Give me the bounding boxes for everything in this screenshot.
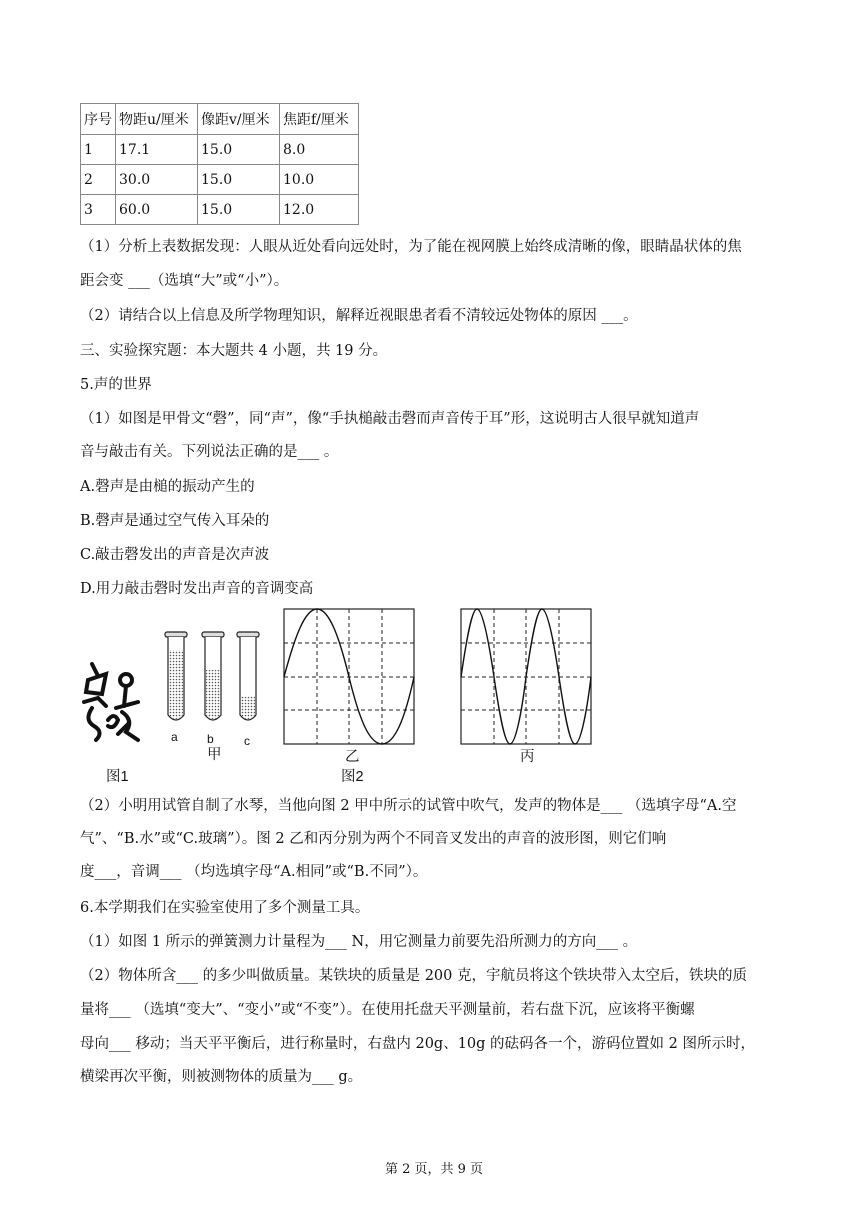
option-a: A.磬声是由槌的振动产生的: [80, 479, 255, 495]
q5-title: 5.声的世界: [80, 377, 152, 393]
table-cell: 8.0: [280, 135, 359, 165]
figure-caption-2: 图2: [341, 769, 364, 785]
table-row: [81, 135, 359, 165]
lens-data-table: [80, 103, 359, 225]
tube-label-a: a: [171, 730, 178, 744]
figure-label-jia: 甲: [207, 747, 222, 763]
option-c: C.敲击磬发出的声音是次声波: [80, 547, 270, 563]
table-cell: 12.0: [280, 195, 359, 225]
figure-label-yi: 乙: [345, 749, 360, 765]
tube-label-c: c: [244, 734, 250, 748]
q6-title: 6.本学期我们在实验室使用了多个测量工具。: [80, 900, 370, 916]
q4-part1-line1: （1）分析上表数据发现：人眼从近处看向远处时，为了能在视网膜上始终成清晰的像，眼睛晶状体的焦: [80, 239, 742, 255]
table-cell: 10.0: [280, 165, 359, 195]
oracle-bone-character-image: [78, 650, 153, 750]
q5-part1-line2: 音与敲击有关。下列说法正确的是___ 。: [80, 444, 339, 460]
table-header-cell: 像距v/厘米: [198, 104, 280, 135]
section-3-heading: 三、实验探究题：本大题共 4 小题，共 19 分。: [80, 343, 388, 359]
table-row: [81, 165, 359, 195]
page-footer: 第 2 页，共 9 页: [384, 1162, 484, 1177]
q6-part2-line4: 横梁再次平衡，则被测物体的质量为___ g。: [80, 1069, 363, 1085]
table-cell: 15.0: [198, 195, 280, 225]
table-cell: 60.0: [116, 195, 198, 225]
table-cell: 2: [81, 165, 116, 195]
table-cell: 1: [81, 135, 116, 165]
q6-part2-line1: （2）物体所含___ 的多少叫做质量。某铁块的质量是 200 克，宇航员将这个铁块带入太空后，铁块的质: [80, 968, 747, 984]
table-row: [81, 195, 359, 225]
waveform-bing: [460, 608, 592, 745]
q5-part2-line3: 度___，音调___ （均选填字母“A.相同”或“B.不同”）。: [80, 864, 428, 880]
table-cell: 30.0: [116, 165, 198, 195]
option-d: D.用力敲击磬时发出声音的音调变高: [80, 581, 314, 597]
q4-part1-line2: 距会变 ___（选填“大”或“小”）。: [80, 273, 289, 289]
q5-part2-line2: 气”、“B.水”或“C.玻璃”）。图 2 乙和丙分别为两个不同音叉发出的声音的波形图，则它们响: [80, 831, 667, 847]
q5-part1-line1: （1）如图是甲骨文“磬”，同“声”，像“手执槌敲击磬而声音传于耳”形，这说明古人很早就知道声: [80, 411, 700, 427]
figure-caption-1: 图1: [106, 769, 129, 785]
table-header-cell: 序号: [81, 104, 116, 135]
table-header-row: [81, 104, 359, 135]
q5-part2-line1: （2）小明用试管自制了水琴，当他向图 2 甲中所示的试管中吹气，发声的物体是___ （选填字母“A.空: [80, 798, 737, 814]
figure-label-bing: 丙: [520, 749, 535, 765]
q6-part2-line2: 量将___ （选填“变大”、“变小”或“不变”）。在使用托盘天平测量前，若右盘下沉，应该将平衡螺: [80, 1002, 695, 1018]
q4-part2: （2）请结合以上信息及所学物理知识，解释近视眼患者看不清较远处物体的原因 ___。: [80, 308, 638, 324]
table-header-cell: 焦距f/厘米: [280, 104, 359, 135]
table-cell: 15.0: [198, 135, 280, 165]
tube-label-b: b: [207, 732, 214, 746]
table-cell: 15.0: [198, 165, 280, 195]
table-cell: 17.1: [116, 135, 198, 165]
option-b: B.磬声是通过空气传入耳朵的: [80, 513, 270, 529]
q6-part2-line3: 母向___ 移动；当天平平衡后，进行称量时，右盘内 20g、10g 的砝码各一个，游码位置如 2 图所示时，: [80, 1036, 755, 1052]
waveform-yi: [283, 608, 415, 745]
q6-part1: （1）如图 1 所示的弹簧测力计量程为___ N，用它测量力前要先沿所测力的方向___ 。: [80, 934, 638, 950]
table-cell: 3: [81, 195, 116, 225]
table-header-cell: 物距u/厘米: [116, 104, 198, 135]
